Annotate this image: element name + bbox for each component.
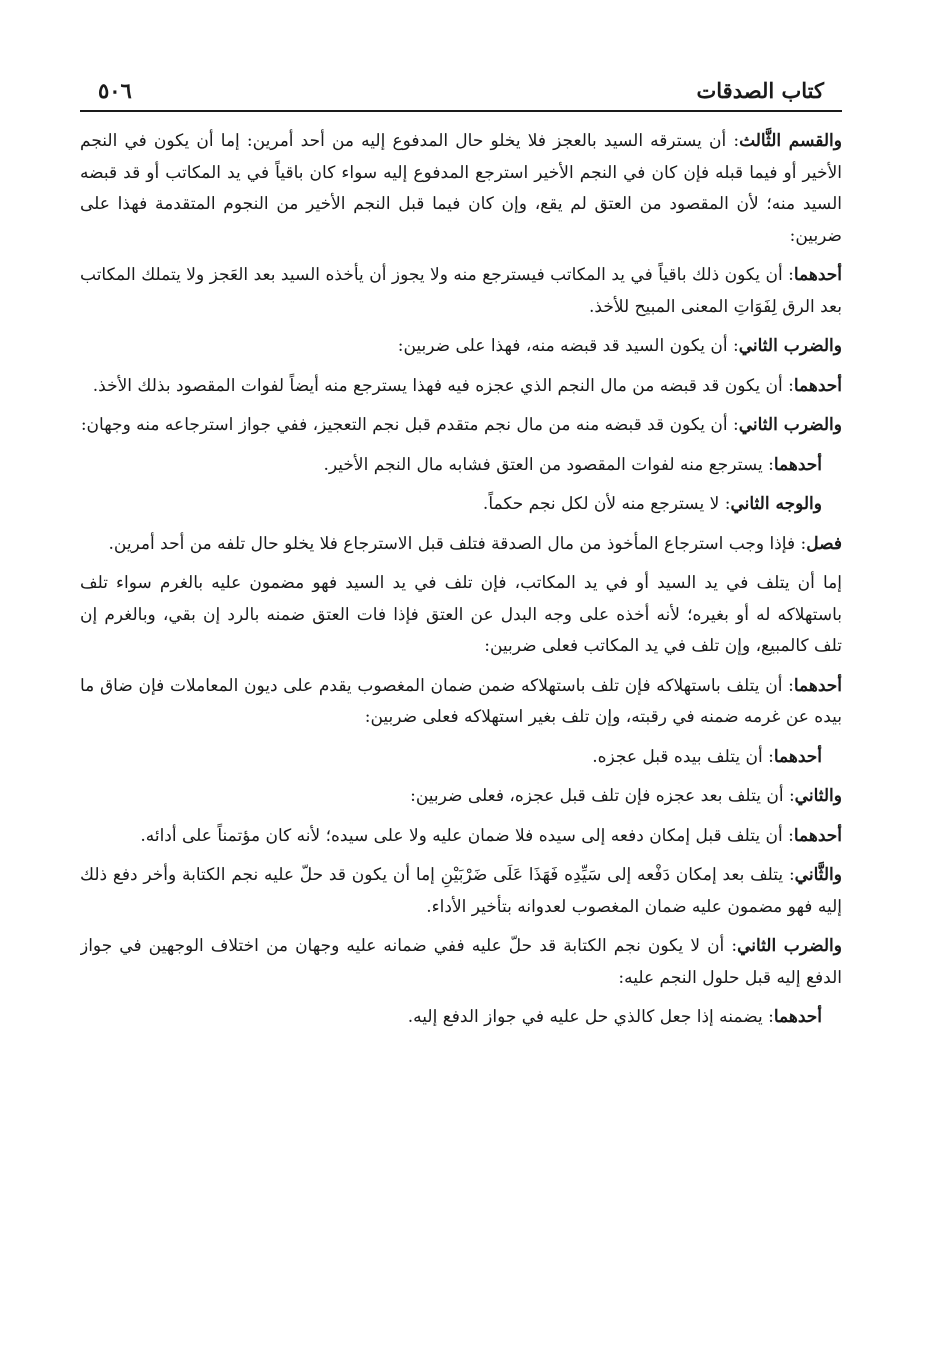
paragraph-term: والقسم الثَّالث: [739, 131, 842, 151]
paragraph: [80, 1002, 842, 1034]
paragraph: [80, 781, 842, 813]
paragraph-text: : أن يكون السيد قد قبضه منه، فهذا على ضربين:: [397, 336, 739, 356]
paragraph-term: أحدهما: [793, 375, 842, 396]
paragraph-text: : أن يسترقه السيد بالعجز فلا يخلو حال المدفوع إليه من أحد أمرين: إما أن يكون في النجم الأخير أو فيما قبله فإن كان في النجم الأخير استرجع المدفوع إليه سواء كان باقياً في يد المكاتب أو قد قبضه السيد منه؛ لأن المقصود من العتق لم يقع، وإن كان فيما قبل النجم الأخير من النجوم المتقدمة فهذا على ضربين:: [80, 131, 842, 246]
paragraph: [80, 371, 842, 403]
paragraph-term: أحدهما: [773, 746, 822, 767]
paragraph-text: : أن يتلف بيده قبل عجزه.: [592, 746, 774, 767]
paragraph: [80, 410, 842, 442]
paragraph-term: أحدهما: [793, 825, 842, 846]
paragraph: [80, 331, 842, 363]
paragraph-term: والثاني: [794, 786, 842, 806]
book-page: [80, 70, 842, 1330]
paragraph: [80, 529, 842, 561]
paragraph-term: أحدهما: [773, 454, 822, 475]
paragraph: [80, 821, 842, 853]
paragraph-text: : أن يتلف بعد عجزه فإن تلف قبل عجزه، فعلى ضربين:: [410, 786, 795, 806]
paragraph-term: فصل: [806, 533, 842, 554]
paragraph-term: أحدهما: [793, 265, 842, 285]
running-header: [80, 70, 842, 112]
paragraph-term: أحدهما: [773, 1007, 822, 1027]
body-text: [80, 126, 842, 1034]
paragraph-text: : أن يتلف باستهلاكه فإن تلف باستهلاكه ضمن ضمان المغصوب يقدم على ديون المعاملات فإن ضاق ما بيده عن غرمه ضمنه في رقبته، وإن تلف بغير استهلاكه فعلى ضربين:: [80, 675, 842, 727]
paragraph-text: : أن يتلف قبل إمكان دفعه إلى سيده فلا ضمان عليه ولا على سيده؛ لأنه كان مؤتمناً على أدائه.: [140, 825, 794, 846]
paragraph-text: : يسترجع منه لفوات المقصود من العتق فشابه مال النجم الأخير.: [323, 454, 774, 475]
book-title: كتاب الصدقات: [696, 77, 824, 103]
paragraph-text: : أن لا يكون نجم الكتابة قد حلّ عليه ففي ضمانه عليه وجهان من اختلاف الوجهين في جواز الدفع إليه قبل حلول النجم عليه:: [80, 936, 842, 988]
paragraph: [80, 489, 842, 521]
paragraph-text: : يضمنه إذا جعل كالذي حل عليه في جواز الدفع إليه.: [407, 1007, 774, 1027]
paragraph: [80, 568, 842, 663]
paragraph-term: والوجه الثاني: [730, 494, 822, 514]
paragraph-term: أحدهما: [793, 675, 842, 696]
paragraph-term: والضرب الثاني: [738, 336, 842, 356]
page-number: ٥٠٦: [98, 77, 132, 103]
paragraph: [80, 450, 842, 482]
paragraph-text: : أن يكون قد قبضه منه من مال نجم متقدم قبل نجم التعجيز، ففي جواز استرجاعه منه وجهان:: [80, 415, 739, 435]
paragraph-term: والضرب الثاني: [738, 415, 842, 435]
paragraph-text: : يتلف بعد إمكان دَفْعه إلى سَيِّدِه فَهَذَا عَلَى ضَرْبَيْنِ إما أن يكون قد حلّ عليه نجم الكتابة وأخر دفع ذلك إليه فهو مضمون عليه ضمان المغصوب لعدوانه بتأخير الأداء.: [80, 865, 842, 917]
paragraph-text: : أن يكون ذلك باقياً في يد المكاتب فيسترجع منه ولا يجوز أن يأخذه السيد بعد العَجز ولا يتملك المكاتب بعد الرق لِفَوَاتِ المعنى المبيح للأخذ.: [80, 265, 842, 317]
paragraph: [80, 931, 842, 994]
paragraph-term: والثَّاني: [794, 865, 842, 885]
paragraph: [80, 860, 842, 923]
paragraph-text: : لا يسترجع منه لأن لكل نجم حكماً.: [482, 494, 731, 514]
paragraph: [80, 742, 842, 774]
paragraph: [80, 671, 842, 734]
paragraph-text: : فإذا وجب استرجاع المأخوذ من مال الصدقة فتلف قبل الاسترجاع فلا يخلو حال تلفه من أحد أمرين.: [108, 533, 807, 554]
paragraph: [80, 126, 842, 252]
paragraph-term: والضرب الثاني: [737, 936, 842, 956]
paragraph: [80, 260, 842, 323]
paragraph-text: إما أن يتلف في يد السيد أو في يد المكاتب، فإن تلف في يد السيد فهو مضمون عليه بالغرم سواء تلف باستهلاكه له أو بغيره؛ لأنه أخذه على وجه البدل عن العتق فإذا فات العتق ضمنه بالرد إن بقي، وبالغرم إن تلف كالمبيع، وإن تلف في يد المكاتب فعلى ضربين:: [80, 573, 842, 656]
paragraph-text: : أن يكون قد قبضه من مال النجم الذي عجزه فيه فهذا يسترجع منه أيضاً لفوات المقصود بذلك الأخذ.: [92, 375, 794, 396]
